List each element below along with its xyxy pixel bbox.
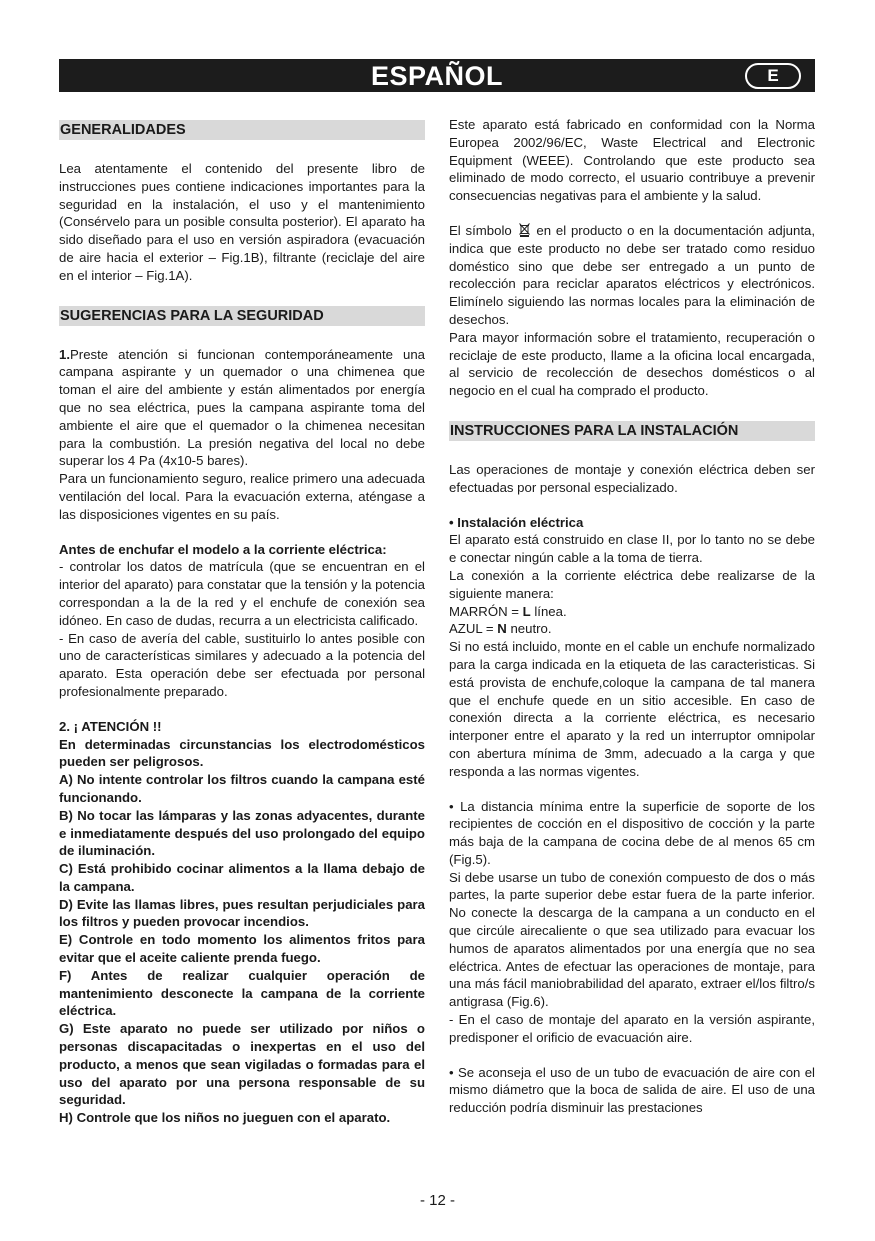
wire-blue-label: AZUL = bbox=[449, 621, 498, 637]
distance-paragraph-1: • La distancia mínima entre la superficie de soporte de los recipientes de cocción en el dispositivo de cocción y la parte más baja de la campana de cocina debe de al menos 65 cm (Fig.5). bbox=[449, 798, 815, 867]
antes-title: Antes de enchufar el modelo a la corriente eléctrica: bbox=[59, 541, 387, 557]
atencion-intro: En determinadas circunstancias los electrodomésticos pueden ser peligrosos. bbox=[59, 736, 425, 770]
warning-item-c: C) Está prohibido cocinar alimentos a la llama debajo de la campana. bbox=[59, 861, 425, 894]
distance-paragraph-3: - En el caso de montaje del aparato en la versión aspirante, predisponer el orificio de evacuación aire. bbox=[449, 1012, 815, 1045]
wire-blue-desc: neutro. bbox=[506, 621, 552, 637]
weee-paragraph-1: Este aparato está fabricado en conformidad con la Norma Europea 2002/96/EC, Waste Electrical and Electronic Equipment (WEEE). Controlando que este producto sea eliminado de modo correcto, el usuario contribuye a prevenir consecuencias negativas para el ambiente y la salud. bbox=[449, 117, 815, 204]
electrical-paragraph-1: El aparato está construido en clase II, por lo tanto no se debe e conectar ningún cable a la toma de tierra. bbox=[449, 532, 815, 566]
warning-item-g: G) Este aparato no puede ser utilizado por niños o personas discapacitadas o inexpertas en el uso del producto, a menos que sean vigiladas o formadas para el uso del aparato por una persona responsable de su seguridad. bbox=[59, 1021, 425, 1108]
wire-brown bbox=[449, 603, 815, 621]
warning-item-b: B) No tocar las lámparas y las zonas adyacentes, durante e inmediatamente después del uso prolongado del equipo de iluminación. bbox=[59, 807, 425, 859]
weee-text-b: en el producto o en la documentación adjunta, indica que este producto no debe ser tratado como residuo doméstico sino que debe ser entregado a un punto de recolección para reciclar aparatos eléctricos y electrónicos. Elimínelo siguiendo las normas locales para la eliminación de desechos. bbox=[449, 222, 815, 327]
language-banner bbox=[59, 59, 815, 92]
atencion-title: 2. ¡ ATENCIÓN !! bbox=[59, 718, 162, 734]
wire-brown-label: MARRÓN = bbox=[449, 603, 523, 619]
electrical-paragraph-2: La conexión a la corriente eléctrica debe realizarse de la siguiente manera: bbox=[449, 567, 815, 601]
weee-paragraph-2 bbox=[449, 222, 815, 329]
safety-paragraph-2: Para un funcionamiento seguro, realice primero una adecuada ventilación del local. Para la evacuación externa, aténgase a las disposiciones vigentes en su país. bbox=[59, 471, 425, 522]
electrical-title: • Instalación eléctrica bbox=[449, 514, 584, 530]
tube-paragraph-1: • Se aconseja el uso de un tubo de evacuación de aire con el mismo diámetro que la boca de salida de aire. El uso de una reducción podría disminuir las prestaciones bbox=[449, 1064, 815, 1116]
warning-item-h: H) Controle que los niños no jueguen con el aparato. bbox=[59, 1110, 391, 1126]
section-heading-seguridad: SUGERENCIAS PARA LA SEGURIDAD bbox=[59, 306, 425, 326]
safety-paragraph-1 bbox=[59, 346, 425, 471]
wire-blue-letter: N bbox=[497, 621, 507, 637]
weee-bin-icon bbox=[519, 223, 530, 237]
wire-brown-letter: L bbox=[522, 603, 531, 619]
antes-item-2: - En caso de avería del cable, sustituirlo lo antes posible con uno de características similares y adecuado a la potencia del aparato. Esta operación debe ser efectuada por personal profesionalmente preparado. bbox=[59, 630, 425, 699]
warning-item-a: A) No intente controlar los filtros cuando la campana esté funcionando. bbox=[59, 772, 425, 805]
language-badge: E bbox=[745, 63, 801, 89]
electrical-paragraph-3: Si no está incluido, monte en el cable un enchufe normalizado para la carga indicada en la etiqueta de las caracteristicas. Si está provista de enchufe,coloque la campana de tal manera que el enchufe quede en un sitio accesible. En caso de conexión directa a la corriente eléctrica, es necesario interponer entre el aparato y la red un interruptor omnipolar con abertura mínima de 3mm, adecuado a la carga y que responda a las normas vigentes. bbox=[449, 639, 815, 779]
weee-text-a: El símbolo bbox=[449, 222, 512, 238]
generalidades-text: Lea atentamente el contenido del presente libro de instrucciones pues contiene indicaciones importantes para la seguridad en la instalación, el uso y el mantenimiento (Consérvelo para un posible consulta posterior). El aparato ha sido diseñado para el uso en versión aspiradora (evacuación de aire hacia el exterior – Fig.1B), filtrante (reciclaje del aire en el interior – Fig.1A). bbox=[59, 161, 425, 283]
wire-brown-desc: línea. bbox=[530, 603, 567, 619]
warning-item-d: D) Evite las llamas libres, pues resultan perjudiciales para los filtros y pueden provocar incendios. bbox=[59, 896, 425, 930]
safety-text-1: Preste atención si funcionan contemporáneamente una campana aspirante y un quemador o una chimenea que toman el aire del ambiente y están alimentados por energía que no sea eléctrica, pues la campana aspirante toma del ambiente el aire que el quemador o la chimenea necesitan para la combustión. La presión negativa del local no debe superar los 4 Pa (4x10-5 bares). bbox=[59, 346, 425, 469]
section-heading-generalidades: GENERALIDADES bbox=[59, 120, 425, 140]
right-column bbox=[449, 116, 815, 1117]
instalacion-intro: Las operaciones de montaje y conexión eléctrica deben ser efectuadas por personal especializado. bbox=[449, 461, 815, 495]
distance-paragraph-2: Si debe usarse un tubo de conexión compuesto de dos o más partes, la parte superior debe estar fuera de la parte inferior. No conecte la descarga de la campana a un conducto en el que circúle airecaliente o que sea utilizado para evacuar los humos de aparatos alimentados por una energía que no sea eléctrica. Antes de efectuar las operaciones de montaje, para una más fácil maniobrabilidad del aparato, extraer el/los filtro/s antigrasa (Fig.6). bbox=[449, 869, 815, 1010]
antes-item-1: - controlar los datos de matrícula (que se encuentran en el interior del aparato) para constatar que la tensión y la potencia correspondan a la de la red y el enchufe de conexión sea idóneo. En caso de dudas, recurra a un electricista calificado. bbox=[59, 559, 425, 628]
wire-blue bbox=[449, 620, 815, 638]
warning-item-e: E) Controle en todo momento los alimentos fritos para evitar que el aceite caliente prenda fuego. bbox=[59, 932, 425, 966]
left-column bbox=[59, 116, 425, 1127]
section-heading-instalacion: INSTRUCCIONES PARA LA INSTALACIÓN bbox=[449, 421, 815, 441]
weee-paragraph-3: Para mayor información sobre el tratamiento, recuperación o reciclaje de este producto, llame a la oficina local encargada, al servicio de recolección de desechos domésticos o al negocio en el cual ha comprado el producto. bbox=[449, 329, 815, 399]
banner-title: ESPAÑOL bbox=[370, 61, 503, 91]
safety-number-1: 1. bbox=[59, 346, 70, 362]
page-number: - 12 - bbox=[419, 1192, 455, 1209]
warning-item-f: F) Antes de realizar cualquier operación de mantenimiento desconecte la campana de la corriente eléctrica. bbox=[59, 967, 425, 1019]
